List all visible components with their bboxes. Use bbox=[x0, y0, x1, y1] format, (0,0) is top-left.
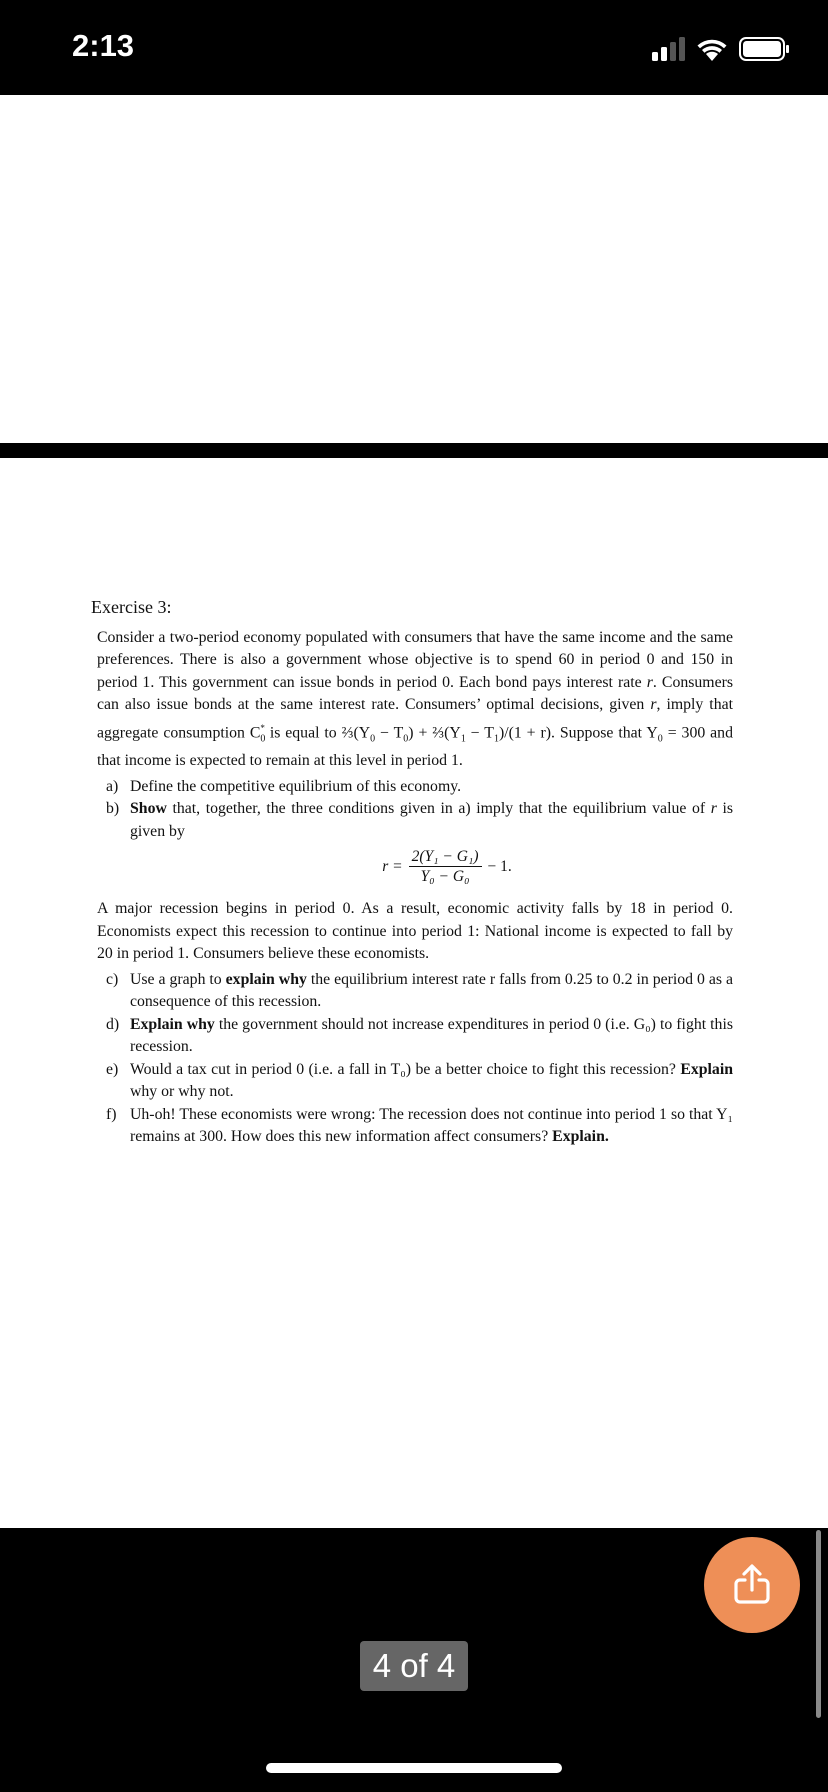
intro-text-1: Consider a two-period economy populated with consumers that have the same income and the same preferences. There is also a government whose objective is to spend 60 in period 0 and 150 in period 1. This government can issue bonds in period 0. Each bond pays interest rate bbox=[97, 628, 733, 691]
var-r: r bbox=[650, 696, 657, 713]
question-e bbox=[106, 1059, 733, 1104]
question-list-1 bbox=[91, 776, 733, 844]
question-label: e) bbox=[106, 1060, 119, 1078]
intro-text-3: , imply that aggregate consumption C bbox=[97, 696, 733, 741]
var-r: r bbox=[710, 800, 717, 818]
intro-text-5: ) + ⅔(Y bbox=[408, 723, 461, 741]
intro-text-2: . Consumers can also issue bonds at the same interest rate. Consumers’ optimal decisions, given bbox=[97, 673, 733, 713]
question-bold: explain why bbox=[225, 970, 307, 988]
question-bold: Explain bbox=[680, 1060, 733, 1078]
question-list-2 bbox=[91, 969, 733, 1149]
question-pre: Would a tax cut in period 0 (i.e. a fall in T₀) be a better choice to fight this recession? bbox=[130, 1060, 681, 1078]
question-label: b) bbox=[106, 800, 120, 818]
home-indicator[interactable] bbox=[266, 1763, 562, 1773]
formula-lhs: r = bbox=[382, 857, 403, 875]
share-icon bbox=[732, 1563, 772, 1605]
recession-paragraph: A major recession begins in period 0. As a result, economic activity falls by 18 in period 0. Economists expect this recession to continue into period 1: National income is expected to fall by 20 in period 1. Consumers believe these economists. bbox=[97, 900, 733, 963]
formula-numerator: 2(Y₁ − G₁) bbox=[409, 847, 482, 867]
question-text bbox=[130, 1104, 733, 1149]
question-bold: Explain. bbox=[552, 1128, 609, 1146]
intro-paragraph: Consider a two-period economy populated with consumers that have the same income and the same preferences. There is also a government whose objective is to spend 60 in period 0 and 150 in period 1. This government can issue bonds in period 0. Each bond pays interest rate r. Consumers can also issue bonds at the same interest rate. Consumers’ optimal decisions, given r, imply that aggregate consumption $C_0^*$ is equal to $\frac{2}{3}(Y_0 - T_0)$ + $\frac{2}{3}(Y_1 - T_1)/(1 + r)$. Suppose that $Y_0 = 300$ and that income is expected to remain at this level in period 1. bbox=[97, 628, 733, 770]
share-button[interactable] bbox=[704, 1537, 800, 1633]
equilibrium-formula bbox=[161, 847, 733, 886]
intro-text-7: )/(1 + r). Suppose that Y bbox=[498, 723, 658, 741]
question-text: Define the competitive equilibrium of this economy. bbox=[130, 777, 462, 795]
intro-text-3b: is equal to ⅔(Y bbox=[264, 723, 371, 741]
question-label: f) bbox=[106, 1105, 117, 1123]
intro-text-6: − T bbox=[465, 723, 494, 741]
question-text bbox=[130, 1059, 733, 1104]
question-body-2: is given by bbox=[130, 800, 733, 840]
status-time: 2:13 bbox=[72, 28, 135, 63]
page-counter: 4 of 4 bbox=[360, 1641, 468, 1691]
question-text bbox=[130, 1014, 733, 1059]
question-label: c) bbox=[106, 970, 119, 988]
question-a bbox=[106, 776, 733, 799]
intro-text-8: = 300 and that income is expected to remain at this level in period 1. bbox=[97, 723, 733, 770]
question-label: d) bbox=[106, 1015, 120, 1033]
question-text bbox=[130, 969, 733, 1014]
question-b bbox=[106, 798, 733, 843]
question-post: why or why not. bbox=[130, 1083, 234, 1101]
question-d bbox=[106, 1014, 733, 1059]
question-f bbox=[106, 1104, 733, 1149]
question-pre: Uh-oh! These economists were wrong: The recession does not continue into period 1 so that Y₁ remains at 300. How does this new information affect consumers? bbox=[130, 1105, 733, 1146]
formula-fraction bbox=[409, 847, 482, 886]
previous-page-tail bbox=[0, 95, 828, 443]
intro-text-4: − T bbox=[375, 723, 404, 741]
exercise-title: Exercise 3: bbox=[91, 597, 172, 617]
exercise-content bbox=[91, 596, 733, 1149]
question-bold: Explain why bbox=[130, 1015, 215, 1033]
question-label: a) bbox=[106, 777, 119, 795]
question-post: the equilibrium interest rate r falls from 0.25 to 0.2 in period 0 as a consequence of this recession. bbox=[130, 970, 733, 1011]
wifi-icon bbox=[698, 40, 727, 61]
question-post: the government should not increase expenditures in period 0 (i.e. G₀) to fight this recession. bbox=[130, 1015, 733, 1056]
var-r: r bbox=[646, 673, 653, 691]
question-text bbox=[130, 798, 733, 843]
formula-denominator: Y₀ − G₀ bbox=[420, 868, 470, 886]
status-bar bbox=[0, 0, 828, 95]
scrollbar[interactable] bbox=[816, 1530, 821, 1718]
formula-tail: − 1. bbox=[487, 857, 512, 875]
question-bold: Show bbox=[130, 800, 167, 818]
question-c bbox=[106, 969, 733, 1014]
battery-icon bbox=[740, 38, 789, 60]
question-body: that, together, the three conditions given in a) imply that the equilibrium value of bbox=[166, 800, 711, 818]
signal-icon bbox=[652, 37, 685, 61]
status-icons bbox=[652, 36, 792, 62]
question-pre: Use a graph to bbox=[130, 970, 226, 988]
